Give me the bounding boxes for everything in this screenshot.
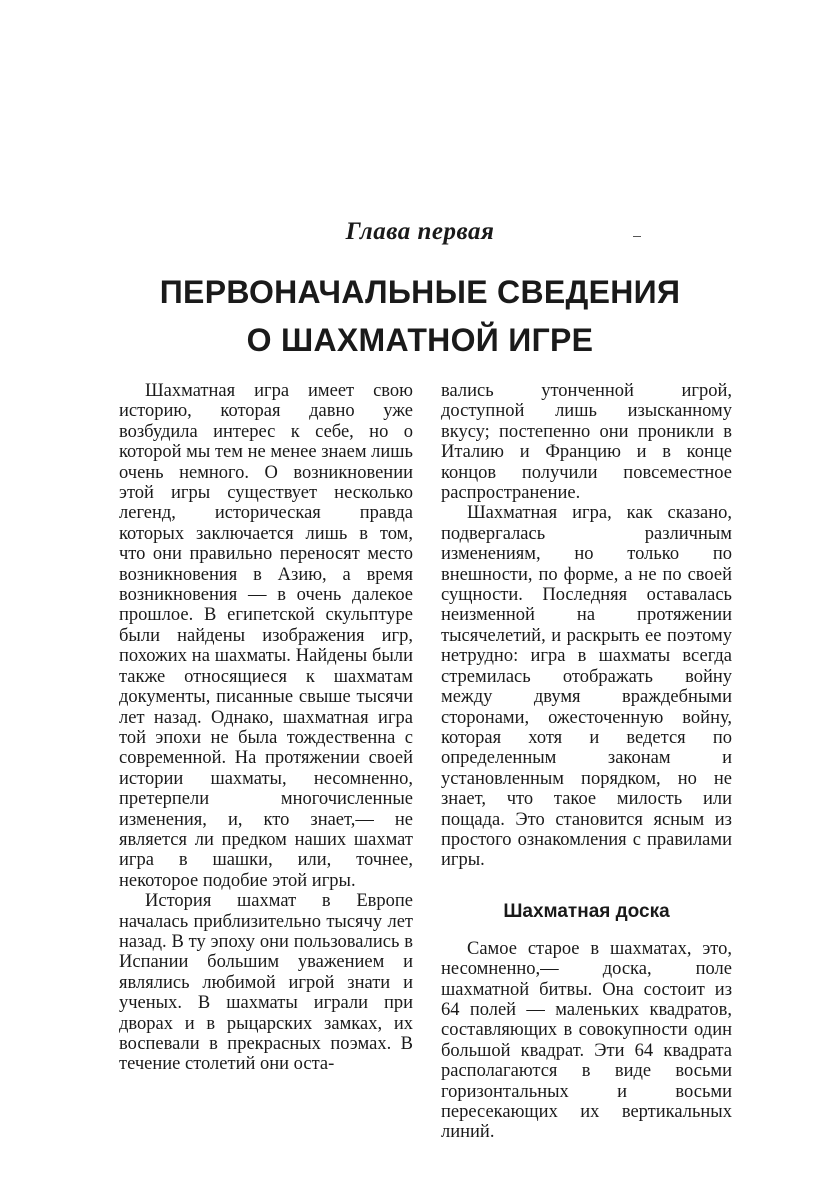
paragraph-history-intro: Шахматная игра имеет свою историю, которая давно уже возбудила интерес к себе, но о которой мы тем не менее знаем лишь очень немного. О возникновении этой игры существует несколько легенд, историческая правда которых заключается лишь в том, что они правильно переносят место возникновения в Азию, а время возникновения — в очень далекое прошлое. В египетской скульптуре были найдены изображения игр, похожих на шахматы. Найдены были также относящиеся к шахматам документы, писанные свыше тысячи лет назад. Однако, шахматная игра той эпохи не была тождественна с современной. На протяжении своей истории шахматы, несомненно, претерпели многочисленные изменения, и, кто знает,— не является ли предком наших шахмат игра в шашки, или, точнее, некоторое подобие этой игры. bbox=[119, 381, 413, 891]
stray-mark bbox=[633, 236, 641, 237]
right-column bbox=[441, 381, 732, 1143]
left-column bbox=[119, 381, 413, 1075]
chapter-title bbox=[0, 268, 840, 364]
chapter-title-line-1: ПЕРВОНАЧАЛЬНЫЕ СВЕДЕНИЯ bbox=[159, 274, 681, 310]
chapter-label: Глава первая bbox=[345, 218, 495, 245]
paragraph-chessboard: Самое старое в шахматах, это, несомненно,— доска, поле шахматной битвы. Она состоит из 64 полей — маленьких квадратов, составляющих в совокупности один большой квадрат. Эти 64 квадрата располагаются в виде восьми горизонтальных и восьми пересекающих их вертикальных линий. bbox=[441, 938, 732, 1143]
paragraph-history-continued: вались утонченной игрой, доступной лишь изысканному вкусу; постепенно они проникли в Италию и Францию и в конце концов получили повсеместное распространение. bbox=[441, 381, 732, 504]
chapter-title-line-2: О ШАХМАТНОЙ ИГРЕ bbox=[246, 322, 594, 358]
paragraph-nature-of-game: Шахматная игра, как сказано, подвергалась различным изменениям, но только по внешности, по форме, а не по своей сущности. Последняя оставалась неизменной на протяжении тысячелетий, и раскрыть ее поэтому нетрудно: игра в шахматы всегда стремилась отображать войну между двумя враждебными сторонами, ожесточенную войну, которая хотя и ведется по определенным законам и установленным порядком, но не знает, что такое милость или пощада. Это становится ясным из простого ознакомления с правилами игры. bbox=[441, 503, 732, 871]
section-heading: Шахматная доска bbox=[503, 900, 670, 922]
paragraph-history-europe: История шахмат в Европе началась приблизительно тысячу лет назад. В ту эпоху они пользовались в Испании большим уважением и являлись любимой игрой знати и ученых. В шахматы играли при дворах и в рыцарских замках, их воспевали в прекрасных поэмах. В течение столетий они оста- bbox=[119, 891, 413, 1075]
